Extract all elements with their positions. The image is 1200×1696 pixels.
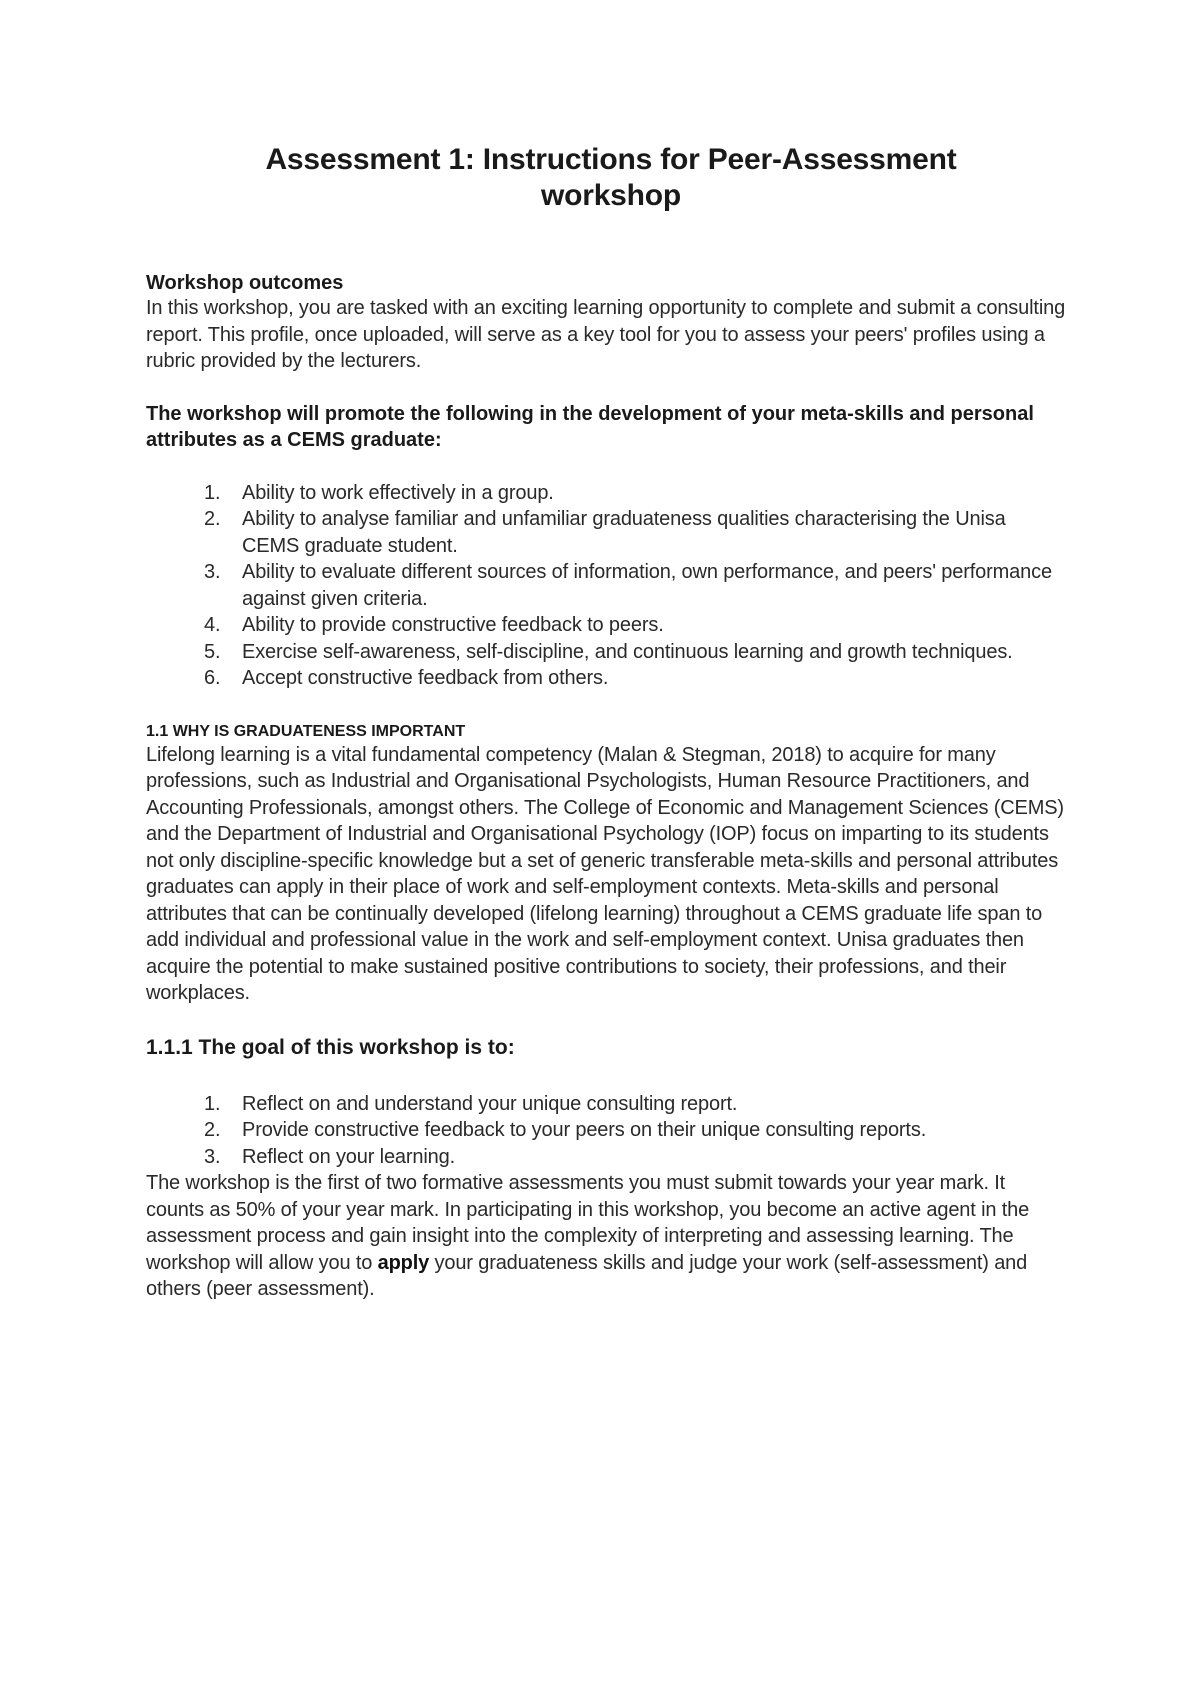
list-number: 2.: [204, 508, 221, 530]
list-text: Ability to evaluate different sources of information, own performance, and peers' performance against given criteria.: [242, 561, 1052, 610]
list-item: [146, 480, 1066, 507]
list-item: [146, 559, 1066, 612]
outcomes-lead-paragraph: The workshop will promote the following in the development of your meta-skills and personal attributes as a CEMS graduate:: [146, 402, 1034, 451]
workshop-outcomes-heading: Workshop outcomes: [146, 272, 344, 294]
paragraph-text: your graduateness skills and judge your work (self-assessment) and others (peer assessment).: [146, 1251, 1028, 1300]
title-line-2: workshop: [540, 179, 682, 212]
lifelong-learning-paragraph: Lifelong learning is a vital fundamental competency (Malan & Stegman, 2018) to acquire for many professions, such as Industrial and Organisational Psychologists, Human Resource Practitioners, and Accounting Professionals, amongst others. The College of Economic and Management Sciences (CEMS) and the Department of Industrial and Organisational Psychology (IOP) focus on imparting to its students not only discipline-specific knowledge but a set of generic transferable meta-skills and personal attributes graduates can apply in their place of work and self-employment contexts. Meta-skills and personal attributes that can be continually developed (lifelong learning) throughout a CEMS graduate life span to add individual and professional value in the work and self-employment context. Unisa graduates then acquire the potential to make sustained positive contributions to society, their professions, and their workplaces.: [146, 743, 1064, 1004]
list-item: [146, 1117, 1066, 1144]
document-page: [146, 142, 1066, 1303]
emphasis-apply: apply: [377, 1251, 430, 1274]
list-text: Reflect on your learning.: [242, 1145, 456, 1168]
document-title: [146, 142, 1066, 214]
list-number: 1.: [204, 1092, 221, 1115]
list-text: Ability to analyse familiar and unfamiliar graduateness qualities characterising the Unisa CEMS graduate student.: [242, 508, 1006, 557]
list-number: 2.: [204, 1119, 221, 1141]
list-text: Provide constructive feedback to your peers on their unique consulting reports.: [242, 1119, 927, 1141]
list-text: Exercise self-awareness, self-discipline, and continuous learning and growth techniques.: [242, 640, 1013, 663]
list-number: 3.: [204, 1145, 221, 1168]
list-number: 6.: [204, 667, 221, 689]
list-text: Reflect on and understand your unique consulting report.: [242, 1092, 738, 1115]
list-item: [146, 665, 1066, 692]
list-item: [146, 1091, 1066, 1118]
list-item: [146, 506, 1066, 559]
list-number: 4.: [204, 614, 221, 636]
list-number: 5.: [204, 640, 221, 663]
list-text: Ability to work effectively in a group.: [242, 481, 554, 504]
list-item: [146, 612, 1066, 639]
paragraph-text: The workshop is the first of two formative assessments you must submit towards your year mark. It counts as 50% of your year mark. In participating in this workshop, you become an active agent in the assessment process and gain insight into the complexity of interpreting and assessing learning. The workshop will allow you to: [146, 1172, 1030, 1274]
outcomes-list: [146, 480, 1066, 692]
title-line-1: Assessment 1: Instructions for Peer-Assessment: [265, 143, 957, 176]
list-text: Ability to provide constructive feedback to peers.: [242, 614, 664, 636]
list-number: 1.: [204, 481, 221, 504]
list-item: [146, 639, 1066, 666]
list-item: [146, 1144, 1066, 1171]
list-text: Accept constructive feedback from others.: [242, 667, 609, 689]
goal-list: [146, 1091, 1066, 1171]
goal-heading: 1.1.1 The goal of this workshop is to:: [146, 1035, 515, 1059]
formative-assessment-paragraph: [146, 1170, 1066, 1303]
outcomes-intro-paragraph: In this workshop, you are tasked with an exciting learning opportunity to complete and submit a consulting report. This profile, once uploaded, will serve as a key tool for you to assess your peers' profiles using a rubric provided by the lecturers.: [146, 297, 1066, 372]
list-number: 3.: [204, 561, 221, 583]
why-graduateness-heading: 1.1 WHY IS GRADUATENESS IMPORTANT: [146, 722, 466, 740]
